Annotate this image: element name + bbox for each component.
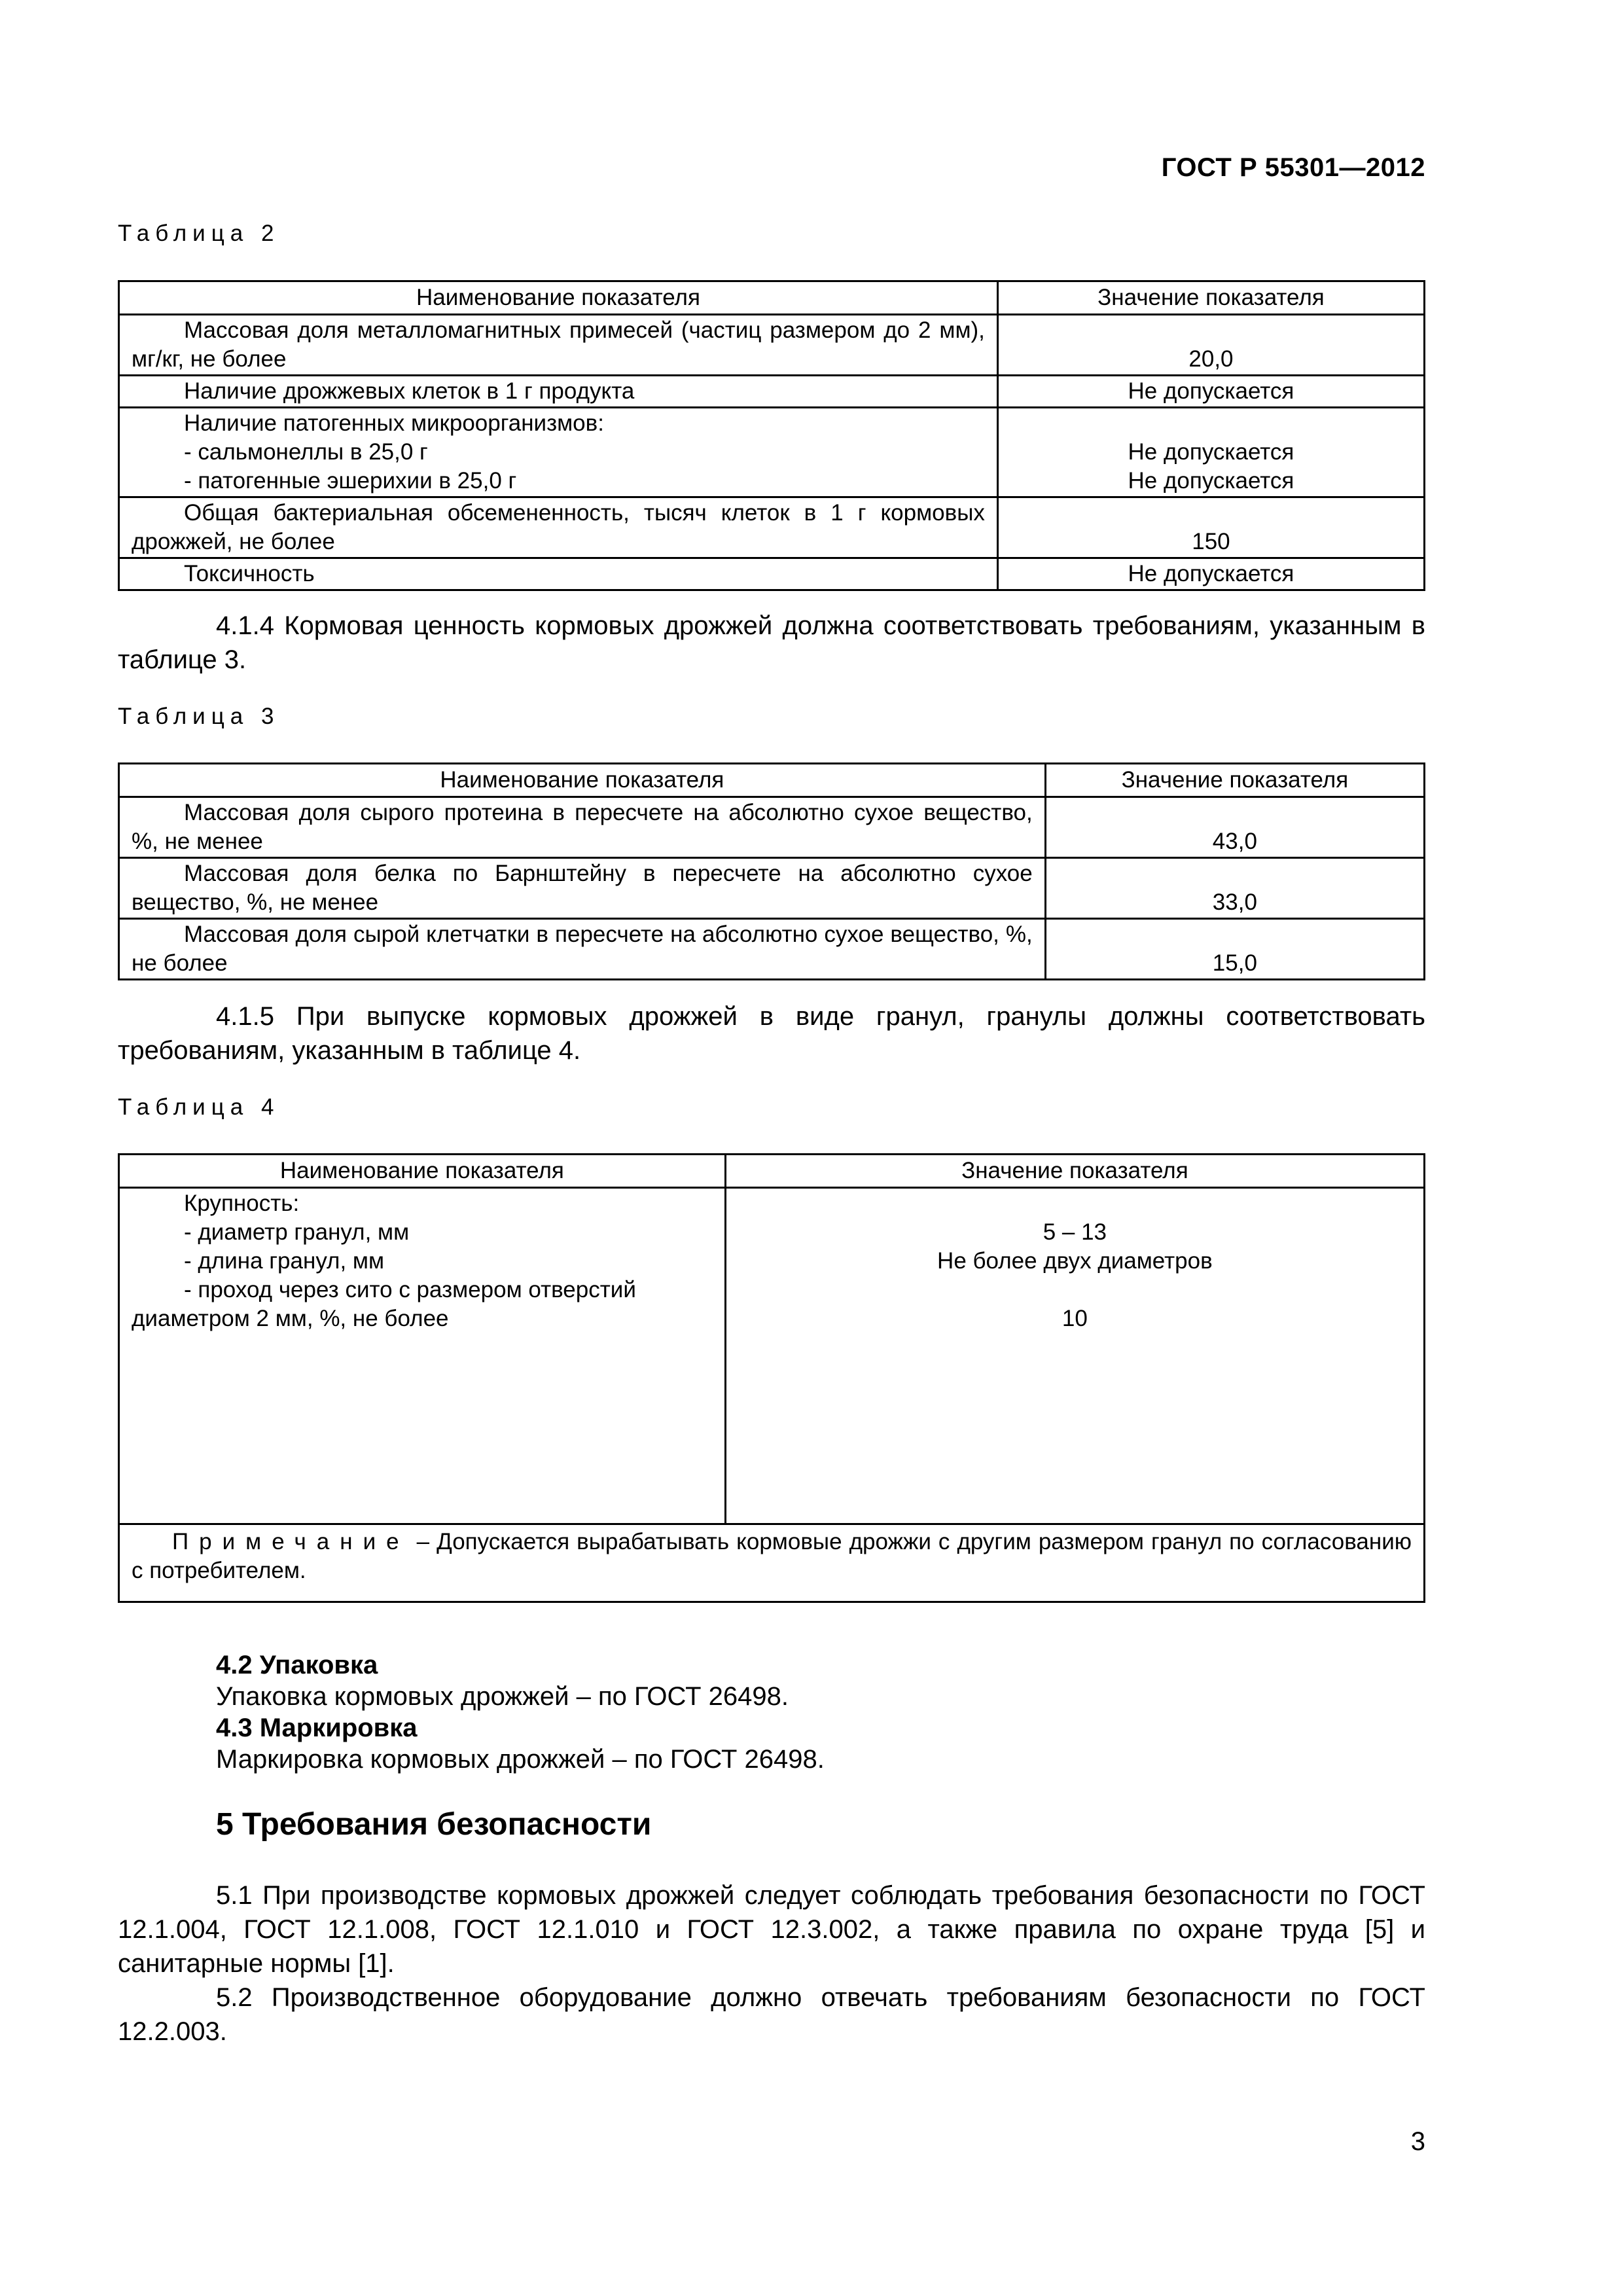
table2-row1-value: 20,0 [997,315,1424,376]
table2-row2-name: Наличие дрожжевых клеток в 1 г продукта [119,376,998,408]
table4-line3: - длина гранул, мм [184,1248,385,1274]
section-4-2-title: 4.2 Упаковка [216,1651,378,1679]
table2-row4-value: 150 [997,497,1424,558]
note-lead: Примечание [172,1529,410,1554]
table3 [118,762,1425,980]
table-row [119,858,1425,919]
table-row [119,408,1425,497]
table4-col-value: Значение показателя [725,1155,1424,1188]
table2-title: Таблица 2 [118,221,280,246]
table2-col-value: Значение показателя [997,281,1424,315]
table3-row1-value: 43,0 [1045,797,1424,858]
table2-row3-line3: - патогенные эшерихии в 25,0 г [184,468,517,493]
table3-row2-name: Массовая доля белка по Барнштейну в пересчете на абсолютно сухое вещество, %, не менее [119,858,1046,919]
document-header: ГОСТ Р 55301—2012 [1161,153,1425,182]
table2-row1-name: Массовая доля металломагнитных примесей (частиц размером до 2 мм), мг/кг, не более [119,315,998,376]
table-row [119,376,1425,408]
table3-row3-value: 15,0 [1045,919,1424,980]
table4-title: Таблица 4 [118,1094,280,1120]
table2-row3-name [119,408,998,497]
table2-col-name: Наименование показателя [119,281,998,315]
section-5-title: 5 Требования безопасности [216,1807,652,1842]
table4 [118,1153,1425,1603]
table3-col-value: Значение показателя [1045,764,1424,797]
paragraph-5-2: 5.2 Производственное оборудование должно отвечать требованиям безопасности по ГОСТ 12.2.003. [118,1983,1425,2046]
table-row [119,797,1425,858]
table2-header-row [119,281,1425,315]
table4-line1: Крупность: [184,1191,300,1216]
table-row [119,558,1425,590]
table2-row5-name: Токсичность [119,558,998,590]
table2-row3-value1: Не допускается [1128,439,1294,465]
table4-line4: - проход через сито с размером отверстий [184,1277,636,1302]
table4-note-row [119,1524,1425,1602]
table-row [119,1188,1425,1524]
table4-col-name: Наименование показателя [119,1155,726,1188]
paragraph-4-1-4: 4.1.4 Кормовая ценность кормовых дрожжей должна соответствовать требованиям, указанным в таблице 3. [118,611,1425,674]
table3-row1-name: Массовая доля сырого протеина в пересчете на абсолютно сухое вещество, %, не менее [119,797,1046,858]
table4-value3: 10 [1061,1306,1088,1331]
table3-header-row [119,764,1425,797]
paragraph-5-1: 5.1 При производстве кормовых дрожжей следует соблюдать требования безопасности по ГОСТ 12.1.004, ГОСТ 12.1.008, ГОСТ 12.1.010 и ГОСТ 12.3.002, а также правила по охране труда [5] и санитарные нормы [1]. [118,1881,1425,1978]
section-4-3-title: 4.3 Маркировка [216,1713,418,1742]
table-row [119,497,1425,558]
section-4-2-text: Упаковка кормовых дрожжей – по ГОСТ 26498. [216,1682,789,1711]
table2-row3-line1: Наличие патогенных микроорганизмов: [184,410,604,436]
paragraph-4-1-5: 4.1.5 При выпуске кормовых дрожжей в виде гранул, гранулы должны соответствовать требованиям, указанным в таблице 4. [118,1002,1425,1065]
table4-value1: 5 – 13 [1043,1219,1107,1245]
table2 [118,280,1425,591]
table4-line5: диаметром 2 мм, %, не более [132,1306,449,1331]
table4-value2: Не более двух диаметров [937,1248,1213,1274]
table-row [119,315,1425,376]
table3-row3-name: Массовая доля сырой клетчатки в пересчете на абсолютно сухое вещество, %, не более [119,919,1046,980]
table2-row3-line2: - сальмонеллы в 25,0 г [184,439,428,465]
table3-title: Таблица 3 [118,704,280,729]
table2-row4-name: Общая бактериальная обсемененность, тысяч клеток в 1 г кормовых дрожжей, не более [119,497,998,558]
table4-row1-value [725,1188,1424,1524]
table4-line2: - диаметр гранул, мм [184,1219,410,1245]
section-4-3-text: Маркировка кормовых дрожжей – по ГОСТ 26498. [216,1745,825,1774]
table2-row3-value2: Не допускается [1128,468,1294,493]
table3-row2-value: 33,0 [1045,858,1424,919]
table4-note [119,1524,1425,1602]
table-row [119,919,1425,980]
table4-row1-name [119,1188,726,1524]
table2-row2-value: Не допускается [997,376,1424,408]
table4-header-row [119,1155,1425,1188]
table2-row3-value [997,408,1424,497]
note-text: – Допускается вырабатывать кормовые дрожжи с другим размером гранул по согласованию с потребителем. [132,1529,1412,1583]
table2-row5-value: Не допускается [997,558,1424,590]
page-number: 3 [1410,2127,1425,2156]
table3-col-name: Наименование показателя [119,764,1046,797]
